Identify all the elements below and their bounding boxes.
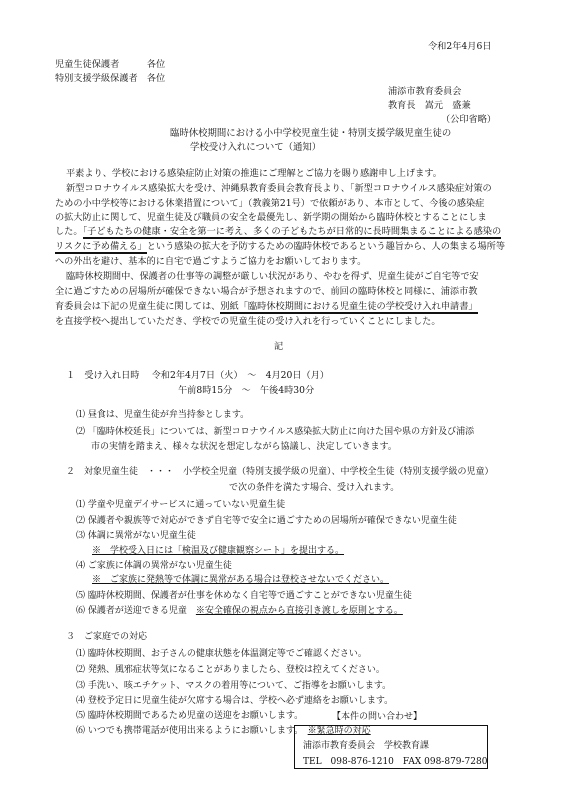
document-title-line1: 臨時休校期間における小中学校児童生徒・特別支援学級児童生徒の [170,128,452,139]
intro-text-line: 臨時休校期間中、保護者の仕事等の調整が厳しい状況があり、やむを得ず、児童生徒がご自宅等で安 [66,271,479,282]
intro-text-line: 新型コロナウイルス感染拡大を受け、沖縄県教育委員会教育長より、「新型コロナウイルス感染症対策の [66,183,492,194]
section2-item: ⑷ ご家族に体調の異常がない児童生徒 [76,561,232,571]
emergency-note: ※緊急時の対応 [307,726,371,736]
application-form-reference: 別紙「臨時休校期間における児童生徒の学校受け入れ申請書」 [220,301,478,312]
intro-text-line [55,302,478,311]
section2-heading: ２ 対象児童生徒 ・・・ 小学校全児童（特別支援学級の児童）、中学校全生徒（特別支援学級の児童） [66,467,494,477]
intro-text-line: の拡大防止に関して、児童生徒及び職員の安全を最優先し、新学期の開始から臨時休校とすることにしま [55,212,487,223]
section2-note: ※ 学校受入日には「検温及び健康観察シート」を提出する。 [92,546,345,556]
intro-text-plain: という感染の拡大を予防するための臨時休校であるという趣旨から、人の集まる場所等 [146,241,506,252]
ki-marker: 記 [274,341,284,352]
intro-text-plain: した。 [55,226,83,237]
section1-item: 市の実情を踏まえ、様々な状況を想定しながら協議し、決定していきます。 [91,442,397,452]
section3-item: ⑴ 臨時休校期間、お子さんの健康状態を体温測定等でご確認ください。 [76,649,367,659]
section1-heading: １ 受け入れ日時 令和2年4月7日（火） ～ 4月20日（月） [66,370,330,381]
contact-title: 【本件の問い合わせ】 [332,712,423,722]
section3-item: ⑷ 登校予定日に児童生徒が欠席する場合は、学校へ必ず連絡をお願いします。 [76,696,394,706]
section1-item: ⑴ 昼食は、児童生徒が弁当持参とします。 [76,410,250,420]
document-date: 令和2年4月6日 [428,41,492,52]
section2-item-text: ⑹ 保護者が送迎できる児童 [76,606,196,616]
section2-item: ⑸ 臨時休校期間、保護者が仕事を休めなく自宅等で過ごすことができない児童生徒 [76,591,412,601]
intro-text-line: への外出を避け、基本的に自宅で過ごすようご協力をお願いしております。 [55,256,367,267]
section3-item: ⑶ 手洗い、咳エチケット、マスクの着用等について、ご指導をお願いします。 [76,681,392,691]
section3-item-text: ⑹ いつでも携帯電話が使用出来るようにお願いします。 [76,726,308,736]
section2-item: ⑵ 保護者や親族等で対応ができず自宅等で安全に過ごすための居場所が確保できない児童生徒 [76,516,457,526]
intro-text-line: ための小中学校等における休業措置について」（教義第21号）で依頼があり、本市として、今後の感染症 [55,198,485,209]
seal-note: （公印省略） [441,114,497,125]
section1-time: 午前8時15分 ～ 午後4時30分 [178,385,315,396]
intro-greeting: 平素より、学校における感染症防止対策の推進にご理解とご協力を賜り感謝申し上げます。 [66,168,442,179]
intro-emphasis: 「子どもたちの健康・安全を第一に考え、多くの子どもたちが日常的に長時間集まることによる感染の [82,226,502,237]
section3-heading: ３ ご家庭での対応 [66,632,148,642]
section3-item: ⑸ 臨時休校期間であるため児童の送迎をお願いします。 [76,711,304,721]
intro-text-line [55,242,505,251]
section2-heading-cont: で次の条件を満たす場合、受け入れます。 [229,483,400,493]
section2-item: ⑴ 学童や児童デイサービスに通っていない児童生徒 [76,500,286,510]
sender-title: 教育長 嵩元 盛兼 [388,100,471,111]
recipient-guardians: 児童生徒保護者 各位 [55,59,166,70]
section2-item: ⑶ 体調に異常がない児童生徒 [76,531,196,541]
document-title-line2: 学校受け入れについて（通知） [190,142,322,153]
section3-item: ⑵ 発熱、風邪症状等気になることがありましたら、登校は控えてください。 [76,665,385,675]
intro-text-line [55,227,501,236]
contact-phone-fax: TEL 098-876-1210 FAX 098-879-7280 [303,757,488,767]
section2-note: ※ ご家族に発熱等で体調に異常がある場合は登校させないでください。 [92,575,390,585]
section2-item [76,607,403,616]
sender-organization: 浦添市教育委員会 [388,86,462,97]
recipient-special-support: 特別支援学級保護者 各位 [55,73,166,84]
intro-text-plain: 育委員会は下記の児童生徒に関しては、 [55,301,221,312]
section2-note: ※安全確保の視点から直接引き渡しを原則とする。 [195,606,403,616]
section1-item: ⑵ 「臨時休校延長」については、新型コロナウイルス感染拡大防止に向けた国や県の方針及び浦添 [76,427,475,437]
intro-text-line: 全に過ごすための居場所が確保できない場合が予想されますので、前回の臨時休校と同様に、浦添市教 [55,286,478,297]
intro-text-line: を直接学校へ提出していただき、学校での児童生徒の受け入れを行っていくことにしました。 [55,316,441,327]
intro-emphasis: リスクに予め備える」 [55,241,147,252]
contact-organization: 浦添市教育委員会 学校教育課 [303,741,430,751]
